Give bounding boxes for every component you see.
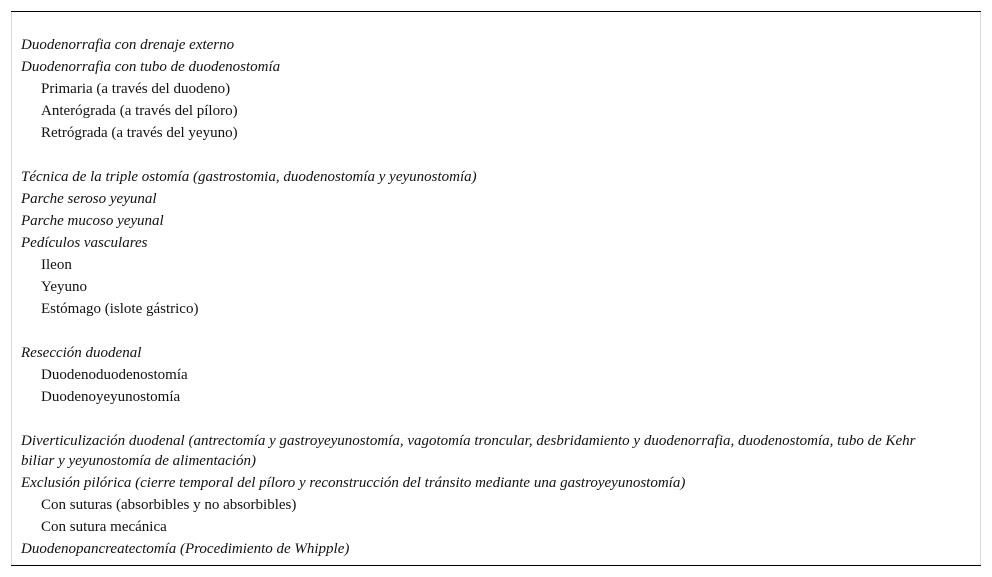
table-row: Con sutura mecánica <box>41 519 167 535</box>
table-row: Ileon <box>41 257 72 273</box>
table-row: Resección duodenal <box>21 345 142 361</box>
table-row: Diverticulización duodenal (antrectomía y gastroyeyunostomía, vagotomía troncular, desbridamiento y duodenorrafia, duodenostomía, tubo de Kehr biliar y yeyunostomía de alimentación) <box>21 433 916 469</box>
table-row: Anterógrada (a través del píloro) <box>41 103 238 119</box>
table-row: Retrógrada (a través del yeyuno) <box>41 125 238 141</box>
table-row: Duodenoduodenostomía <box>41 367 188 383</box>
table-row-spacer <box>21 320 941 342</box>
table-row: Parche seroso yeyunal <box>21 191 157 207</box>
table-row: Duodenopancreatectomía (Procedimiento de Whipple) <box>21 541 350 557</box>
table-bottom-rule <box>11 565 981 566</box>
table-row-spacer <box>21 408 941 430</box>
table-top-rule <box>11 11 981 12</box>
table-row: Estómago (islote gástrico) <box>41 301 199 317</box>
table-row: Exclusión pilórica (cierre temporal del píloro y reconstrucción del tránsito mediante una gastroyeyunostomía) <box>21 475 686 491</box>
table-row: Yeyuno <box>41 279 87 295</box>
table-row: Técnica de la triple ostomía (gastrostomia, duodenostomía y yeyunostomía) <box>21 169 477 185</box>
table-row: Duodenoyeyunostomía <box>41 389 181 405</box>
table-row: Con suturas (absorbibles y no absorbibles) <box>41 497 297 513</box>
table-row: Parche mucoso yeyunal <box>21 213 164 229</box>
table-row: Duodenorrafia con tubo de duodenostomía <box>21 59 281 75</box>
table-row-spacer <box>21 144 941 166</box>
table-row: Pedículos vasculares <box>21 235 148 251</box>
table-body <box>21 34 941 560</box>
table-row: Primaria (a través del duodeno) <box>41 81 231 97</box>
table-row: Duodenorrafia con drenaje externo <box>21 37 235 53</box>
